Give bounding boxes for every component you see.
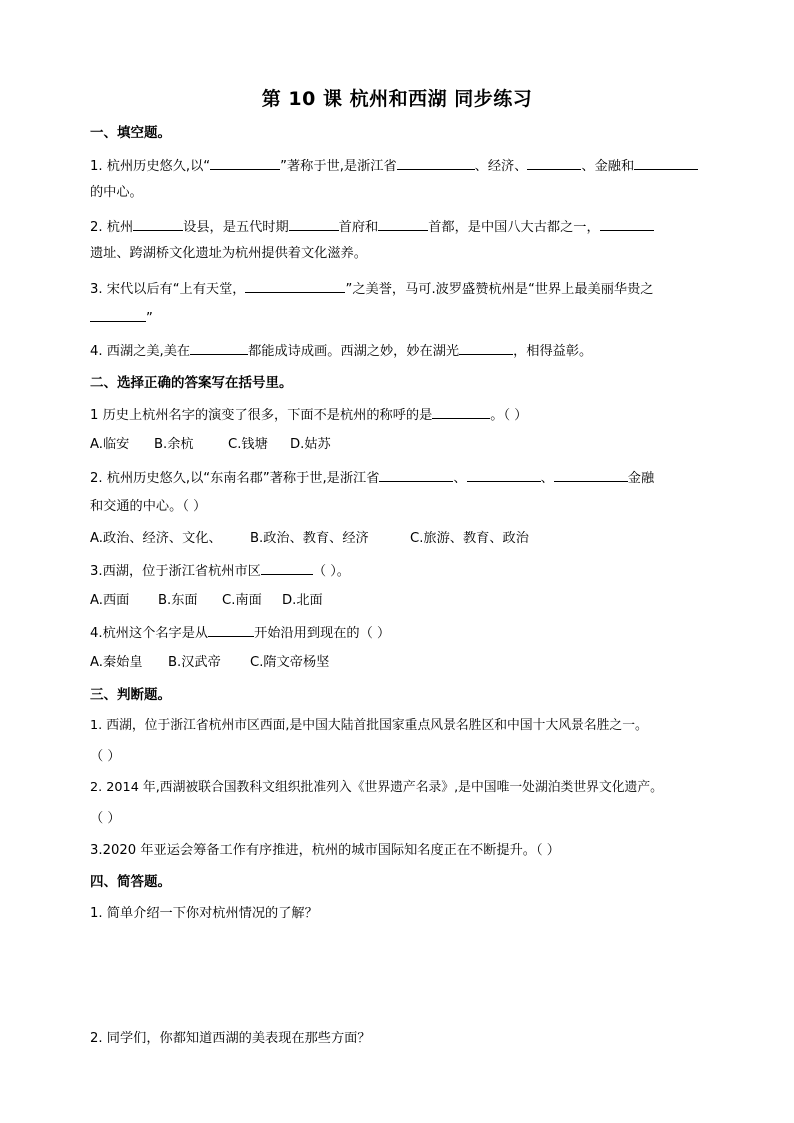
q-text: 。（ ）	[490, 408, 528, 423]
answer-blank[interactable]	[554, 468, 628, 482]
q-text: ”	[146, 311, 153, 326]
q-text: 、	[453, 471, 467, 486]
q-text: ”著称于世,是浙江省	[280, 159, 397, 174]
answer-blank[interactable]	[459, 341, 513, 355]
answer-blank[interactable]	[600, 217, 654, 231]
page-title: 第 10 课 杭州和西湖 同步练习	[261, 88, 533, 110]
question-2-2	[90, 468, 720, 488]
q-text: ，相得益彰。	[513, 344, 593, 359]
option[interactable]: C.旅游、教育、政治	[410, 531, 529, 546]
answer-blank[interactable]	[210, 156, 280, 170]
answer-blank[interactable]	[261, 561, 313, 575]
answer-blank[interactable]	[634, 156, 698, 170]
answer-paren[interactable]: （ ）	[90, 749, 121, 764]
q-text: 3. 宋代以后有“上有天堂，	[90, 282, 246, 297]
q-text: 3.西湖，位于浙江省杭州市区	[90, 564, 261, 579]
q-text: （ ）。	[312, 564, 350, 579]
question-3-2: 2. 2014 年,西湖被联合国教科文组织批准列入《世界遗产名录》,是中国唯一处湖泊类世界文化遗产。	[90, 780, 663, 795]
option[interactable]: A.西面	[90, 593, 130, 608]
question-2-2-cont: 和交通的中心。（ ）	[90, 499, 207, 514]
option[interactable]: A.秦始皇	[90, 655, 143, 670]
section-heading-fill-in: 一、填空题。	[90, 125, 171, 141]
answer-paren[interactable]: （ ）	[90, 811, 121, 826]
question-1-1-cont: 的中心。	[90, 185, 143, 200]
question-2-1-options	[90, 436, 720, 454]
option[interactable]: C.钱塘	[228, 437, 268, 452]
answer-blank[interactable]	[90, 308, 146, 322]
q-text: 2. 杭州历史悠久,以“东南名郡”著称于世,是浙江省	[90, 471, 380, 486]
question-3-1: 1. 西湖，位于浙江省杭州市区西面,是中国大陆首批国家重点风景名胜区和中国十大风景名胜之一。	[90, 718, 648, 733]
option[interactable]: D.北面	[282, 593, 323, 608]
question-2-3-options	[90, 592, 720, 610]
option[interactable]: B.余杭	[154, 437, 194, 452]
q-text: ”之美誉，马可.波罗盛赞杭州是“世界上最美丽华贵之	[345, 282, 654, 297]
option[interactable]: B.政治、教育、经济	[250, 531, 369, 546]
question-3-3: 3.2020 年亚运会筹备工作有序推进，杭州的城市国际知名度正在不断提升。（ ）	[90, 843, 560, 858]
q-text: 首府和	[338, 220, 379, 235]
question-2-3	[90, 561, 720, 581]
option[interactable]: B.汉武帝	[168, 655, 221, 670]
q-text: 开始沿用到现在的（ ）	[254, 626, 391, 641]
q-text: 、	[540, 471, 554, 486]
answer-blank[interactable]	[245, 279, 345, 293]
question-1-3-cont	[90, 308, 720, 328]
question-1-1	[90, 156, 720, 176]
q-text: 、经济、	[474, 159, 528, 174]
q-text: 设县，是五代时期	[183, 220, 289, 235]
option[interactable]: D.姑苏	[290, 437, 331, 452]
question-1-2-cont: 遗址、跨湖桥文化遗址为杭州提供着文化滋养。	[90, 246, 367, 261]
q-text: 金融	[627, 471, 655, 486]
q-text: 4. 西湖之美,美在	[90, 344, 191, 359]
question-2-4-options	[90, 654, 720, 672]
answer-blank[interactable]	[432, 405, 490, 419]
question-1-3	[90, 279, 720, 299]
q-text: 1. 杭州历史悠久,以“	[90, 159, 211, 174]
option[interactable]: C.南面	[222, 593, 262, 608]
option[interactable]: B.东面	[158, 593, 198, 608]
q-text: 1 历史上杭州名字的演变了很多，下面不是杭州的称呼的是	[90, 408, 433, 423]
question-1-4	[90, 341, 720, 361]
answer-blank[interactable]	[467, 468, 541, 482]
q-text: 首都，是中国八大古都之一，	[428, 220, 600, 235]
q-text: 、金融和	[581, 159, 635, 174]
q-text: 都能成诗成画。西湖之妙，妙在湖光	[248, 344, 460, 359]
section-heading-short-answer: 四、简答题。	[90, 874, 171, 890]
answer-blank[interactable]	[289, 217, 339, 231]
answer-blank[interactable]	[397, 156, 475, 170]
q-text: 2. 杭州	[90, 220, 134, 235]
question-2-2-options	[90, 530, 720, 548]
answer-blank[interactable]	[190, 341, 248, 355]
question-1-2	[90, 217, 720, 237]
option[interactable]: C.隋文帝杨坚	[250, 655, 330, 670]
question-4-2: 2. 同学们，你都知道西湖的美表现在那些方面？	[90, 1031, 371, 1046]
question-2-1	[90, 405, 720, 425]
question-2-4	[90, 623, 720, 643]
answer-blank[interactable]	[378, 217, 428, 231]
option[interactable]: A.政治、经济、文化、	[90, 531, 222, 546]
answer-blank[interactable]	[133, 217, 183, 231]
question-4-1: 1. 简单介绍一下你对杭州情况的了解？	[90, 906, 318, 921]
answer-blank[interactable]	[208, 623, 254, 637]
section-heading-multiple-choice: 二、选择正确的答案写在括号里。	[90, 375, 293, 391]
q-text: 4.杭州这个名字是从	[90, 626, 209, 641]
section-heading-true-false: 三、判断题。	[90, 687, 171, 703]
answer-blank[interactable]	[379, 468, 453, 482]
answer-blank[interactable]	[527, 156, 581, 170]
option[interactable]: A.临安	[90, 437, 130, 452]
